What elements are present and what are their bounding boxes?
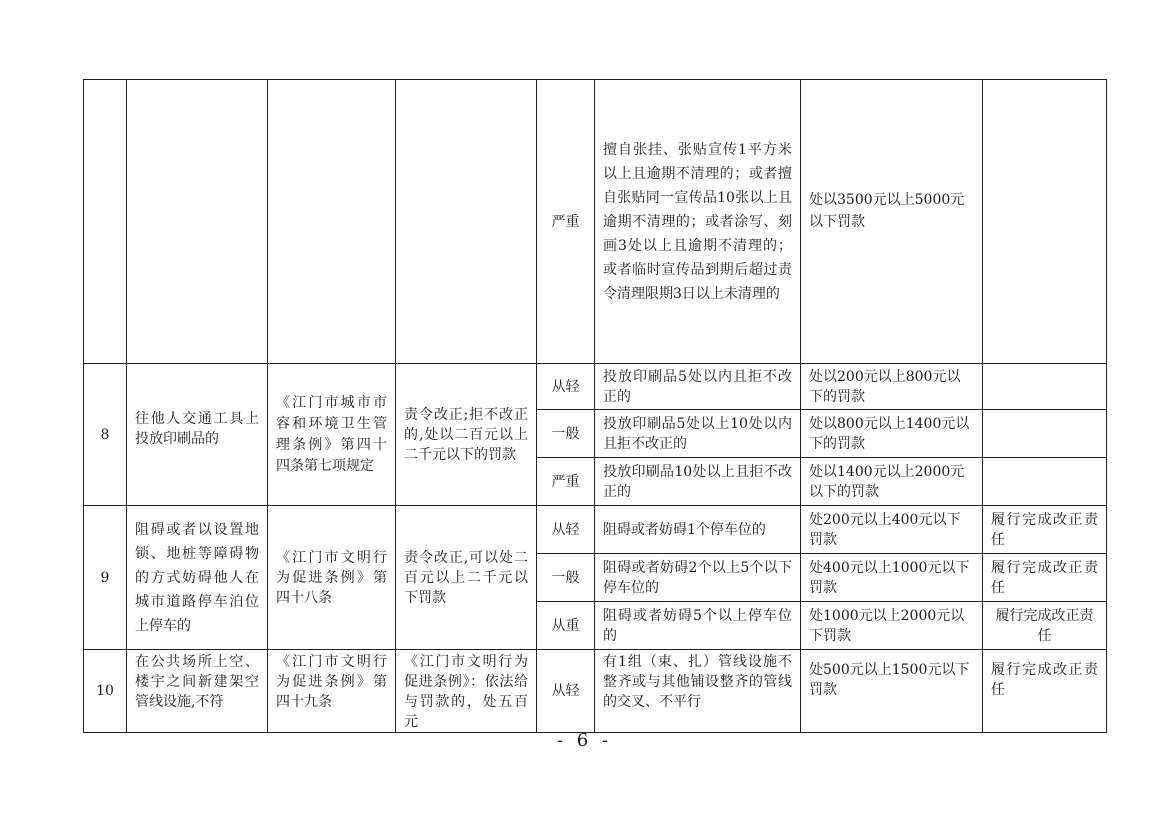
table-row	[84, 80, 1107, 364]
circumstance-cell: 阻碍或者妨碍1个停车位的	[595, 506, 801, 554]
penalty-cell: 处1000元以上2000元以下罚款	[801, 602, 983, 650]
provision-cell	[396, 80, 537, 364]
circumstance-cell: 投放印刷品10处以上且拒不改正的	[595, 458, 801, 506]
table-row	[84, 506, 1107, 554]
behavior-cell: 阻碍或者以设置地锁、地桩等障碍物的方式妨碍他人在城市道路停车泊位上停车的	[127, 506, 268, 650]
behavior-cell	[127, 80, 268, 364]
level-cell: 严重	[537, 80, 595, 364]
penalty-cell: 处以1400元以上2000元以下的罚款	[801, 458, 983, 506]
level-cell: 一般	[537, 554, 595, 602]
level-cell: 从轻	[537, 506, 595, 554]
table-row	[84, 650, 1107, 733]
basis-cell: 《江门市城市市容和环境卫生管理条例》第四十四条第七项规定	[268, 364, 396, 506]
penalty-cell: 处以800元以上1400元以下的罚款	[801, 410, 983, 458]
circumstance-cell: 阻碍或者妨碍5个以上停车位的	[595, 602, 801, 650]
level-cell: 从重	[537, 602, 595, 650]
provision-cell: 责令改正,可以处二百元以上二千元以下罚款	[396, 506, 537, 650]
note-cell	[983, 364, 1107, 410]
page-number: - 6 -	[556, 730, 613, 751]
note-cell	[983, 410, 1107, 458]
note-cell: 履行完成改正责任	[983, 650, 1107, 733]
circumstance-cell: 有1组（束、扎）管线设施不整齐或与其他铺设整齐的管线的交叉、不平行	[595, 650, 801, 733]
provision-cell: 《江门市文明行为促进条例》：依法给与罚款的，处五百元	[396, 650, 537, 733]
level-cell: 从轻	[537, 650, 595, 733]
number-cell: 10	[84, 650, 127, 733]
penalty-cell: 处400元以上1000元以下罚款	[801, 554, 983, 602]
provision-cell: 责令改正;拒不改正的,处以二百元以上二千元以下的罚款	[396, 364, 537, 506]
number-cell: 8	[84, 364, 127, 506]
level-cell: 从轻	[537, 364, 595, 410]
note-cell: 履行完成改正责任	[983, 602, 1107, 650]
number-cell	[84, 80, 127, 364]
penalty-cell: 处500元以上1500元以下罚款	[801, 650, 983, 733]
circumstance-cell: 阻碍或者妨碍2个以上5个以下停车位的	[595, 554, 801, 602]
penalty-standards-table	[83, 79, 1107, 733]
note-cell: 履行完成改正责任	[983, 554, 1107, 602]
note-cell	[983, 458, 1107, 506]
behavior-cell: 在公共场所上空、楼宇之间新建架空管线设施,不符	[127, 650, 268, 733]
level-cell: 一般	[537, 410, 595, 458]
penalty-cell: 处以200元以上800元以下的罚款	[801, 364, 983, 410]
table-row	[84, 364, 1107, 410]
number-cell: 9	[84, 506, 127, 650]
level-cell: 严重	[537, 458, 595, 506]
behavior-cell: 往他人交通工具上投放印刷品的	[127, 364, 268, 506]
penalty-cell: 处200元以上400元以下罚款	[801, 506, 983, 554]
note-cell: 履行完成改正责任	[983, 506, 1107, 554]
circumstance-cell: 投放印刷品5处以上10处以内且拒不改正的	[595, 410, 801, 458]
penalty-cell: 处以3500元以上5000元以下罚款	[801, 80, 983, 364]
basis-cell	[268, 80, 396, 364]
circumstance-cell: 投放印刷品5处以内且拒不改正的	[595, 364, 801, 410]
circumstance-cell: 擅自张挂、张贴宣传1平方米以上且逾期不清理的；或者擅自张贴同一宣传品10张以上且逾期不清理的；或者涂写、刻画3处以上且逾期不清理的；或者临时宣传品到期后超过责令清理限期3日以上未清理的	[595, 80, 801, 364]
note-cell	[983, 80, 1107, 364]
basis-cell: 《江门市文明行为促进条例》第四十九条	[268, 650, 396, 733]
basis-cell: 《江门市文明行为促进条例》第四十八条	[268, 506, 396, 650]
